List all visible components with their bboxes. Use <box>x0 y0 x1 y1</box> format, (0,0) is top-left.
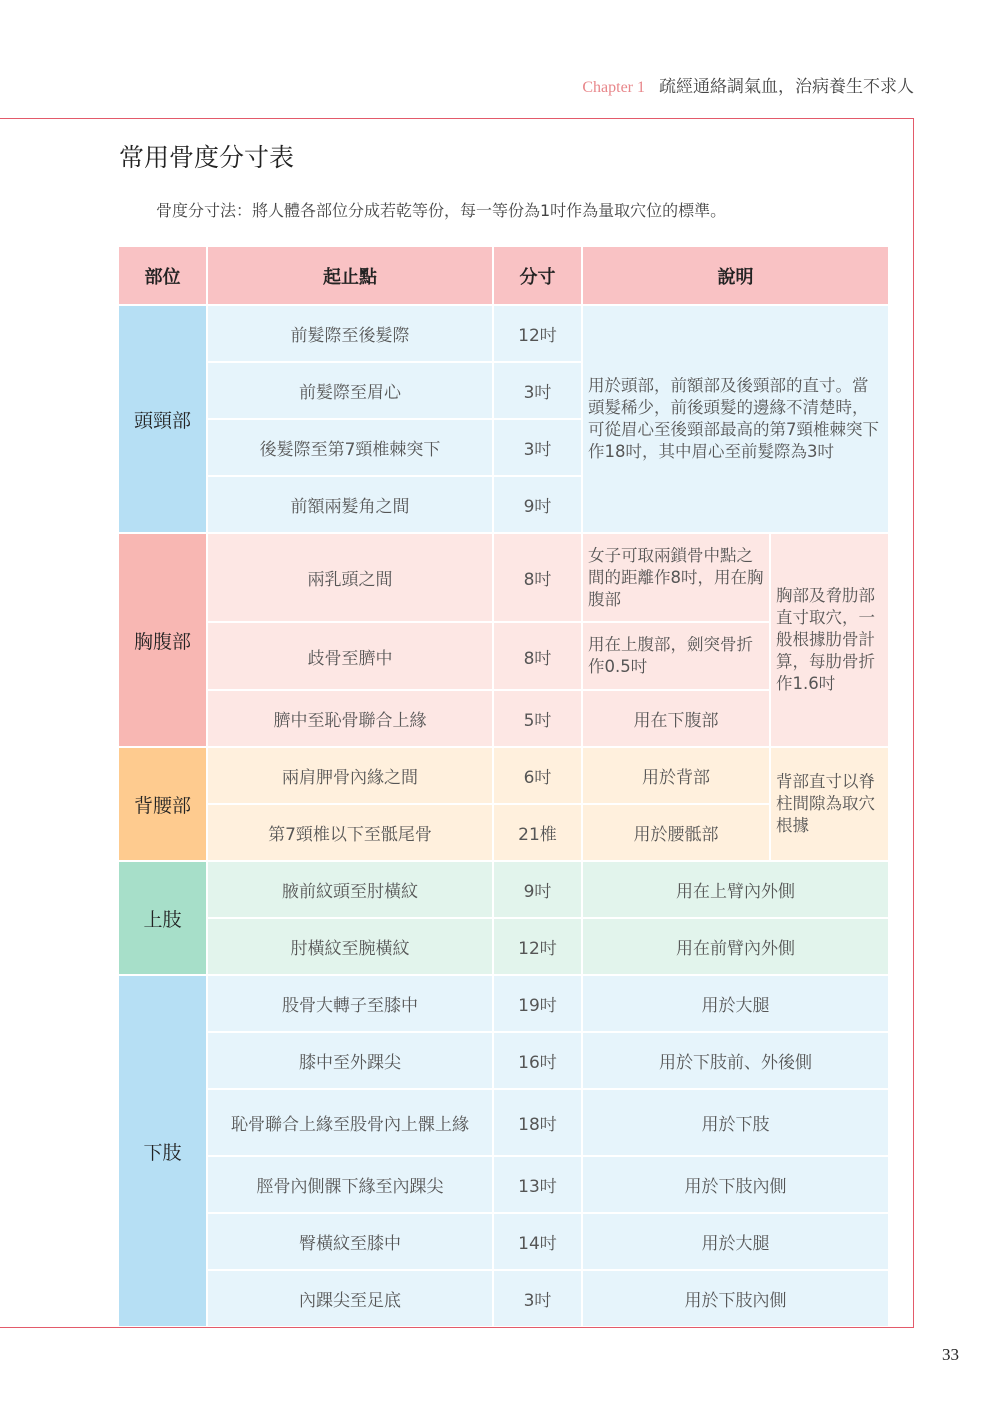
bone-measurement-table <box>119 247 886 1311</box>
span-cell: 脛骨內側髁下緣至內踝尖 <box>208 1157 492 1212</box>
note-leg-6: 用於下肢內側 <box>583 1271 888 1326</box>
measure-cell: 21椎 <box>494 805 581 860</box>
note-back-1: 用於背部 <box>583 748 769 803</box>
note-chest-2: 用在上腹部，劍突骨折作0.5吋 <box>583 623 769 689</box>
measure-cell: 12吋 <box>494 919 581 974</box>
header-cell-notes: 說明 <box>583 247 888 304</box>
region-lower-limb: 下肢 <box>119 976 206 1326</box>
note-arm-2: 用在前臂內外側 <box>583 919 888 974</box>
measure-cell: 9吋 <box>494 477 581 532</box>
span-cell: 第7頸椎以下至骶尾骨 <box>208 805 492 860</box>
measure-cell: 19吋 <box>494 976 581 1031</box>
region-back-waist: 背腰部 <box>119 748 206 860</box>
note-leg-1: 用於大腿 <box>583 976 888 1031</box>
page-number: 33 <box>942 1345 959 1364</box>
running-header <box>582 72 914 97</box>
span-cell: 歧骨至臍中 <box>208 623 492 689</box>
measure-cell: 18吋 <box>494 1090 581 1155</box>
chapter-title: 疏經通絡調氣血，治病養生不求人 <box>659 77 914 97</box>
measure-cell: 8吋 <box>494 623 581 689</box>
page-title: 常用骨度分寸表 <box>119 143 295 172</box>
span-cell: 前髮際至眉心 <box>208 363 492 418</box>
span-cell: 內踝尖至足底 <box>208 1271 492 1326</box>
measure-cell: 9吋 <box>494 862 581 917</box>
note-chest-side: 胸部及脅肋部直寸取穴，一般根據肋骨計算，每肋骨折作1.6吋 <box>771 534 888 746</box>
measure-cell: 3吋 <box>494 363 581 418</box>
header-cell-measure: 分寸 <box>494 247 581 304</box>
note-chest-3: 用在下腹部 <box>583 691 769 746</box>
measure-cell: 3吋 <box>494 420 581 475</box>
span-cell: 恥骨聯合上緣至股骨內上髁上緣 <box>208 1090 492 1155</box>
span-cell: 膝中至外踝尖 <box>208 1033 492 1088</box>
note-chest-1: 女子可取兩鎖骨中點之間的距離作8吋，用在胸腹部 <box>583 534 769 621</box>
header-cell-region: 部位 <box>119 247 206 304</box>
measure-cell: 3吋 <box>494 1271 581 1326</box>
span-cell: 肘橫紋至腕橫紋 <box>208 919 492 974</box>
span-cell: 前髮際至後髮際 <box>208 306 492 361</box>
measure-cell: 8吋 <box>494 534 581 621</box>
note-back-2: 用於腰骶部 <box>583 805 769 860</box>
note-head-neck: 用於頭部，前額部及後頸部的直寸。當頭髮稀少，前後頭髮的邊緣不清楚時，可從眉心至後頸部最高的第7頸椎棘突下作18吋，其中眉心至前髮際為3吋 <box>583 306 888 532</box>
span-cell: 股骨大轉子至膝中 <box>208 976 492 1031</box>
span-cell: 前額兩髮角之間 <box>208 477 492 532</box>
span-cell: 兩乳頭之間 <box>208 534 492 621</box>
span-cell: 臀橫紋至膝中 <box>208 1214 492 1269</box>
span-cell: 後髮際至第7頸椎棘突下 <box>208 420 492 475</box>
chapter-label: Chapter 1 <box>582 79 645 96</box>
intro-text: 骨度分寸法：將人體各部位分成若乾等份，每一等份為1吋作為量取穴位的標準。 <box>156 201 727 220</box>
note-leg-2: 用於下肢前、外後側 <box>583 1033 888 1088</box>
measure-cell: 6吋 <box>494 748 581 803</box>
span-cell: 腋前紋頭至肘橫紋 <box>208 862 492 917</box>
measure-cell: 14吋 <box>494 1214 581 1269</box>
note-leg-3: 用於下肢 <box>583 1090 888 1155</box>
span-cell: 臍中至恥骨聯合上緣 <box>208 691 492 746</box>
measure-cell: 5吋 <box>494 691 581 746</box>
span-cell: 兩肩胛骨內緣之間 <box>208 748 492 803</box>
header-cell-span: 起止點 <box>208 247 492 304</box>
measure-cell: 12吋 <box>494 306 581 361</box>
region-head-neck: 頭頸部 <box>119 306 206 532</box>
note-back-side: 背部直寸以脊柱間隙為取穴根據 <box>771 748 888 860</box>
region-upper-limb: 上肢 <box>119 862 206 974</box>
region-chest-abdomen: 胸腹部 <box>119 534 206 746</box>
note-arm-1: 用在上臂內外側 <box>583 862 888 917</box>
measure-cell: 13吋 <box>494 1157 581 1212</box>
note-leg-4: 用於下肢內側 <box>583 1157 888 1212</box>
note-leg-5: 用於大腿 <box>583 1214 888 1269</box>
measure-cell: 16吋 <box>494 1033 581 1088</box>
